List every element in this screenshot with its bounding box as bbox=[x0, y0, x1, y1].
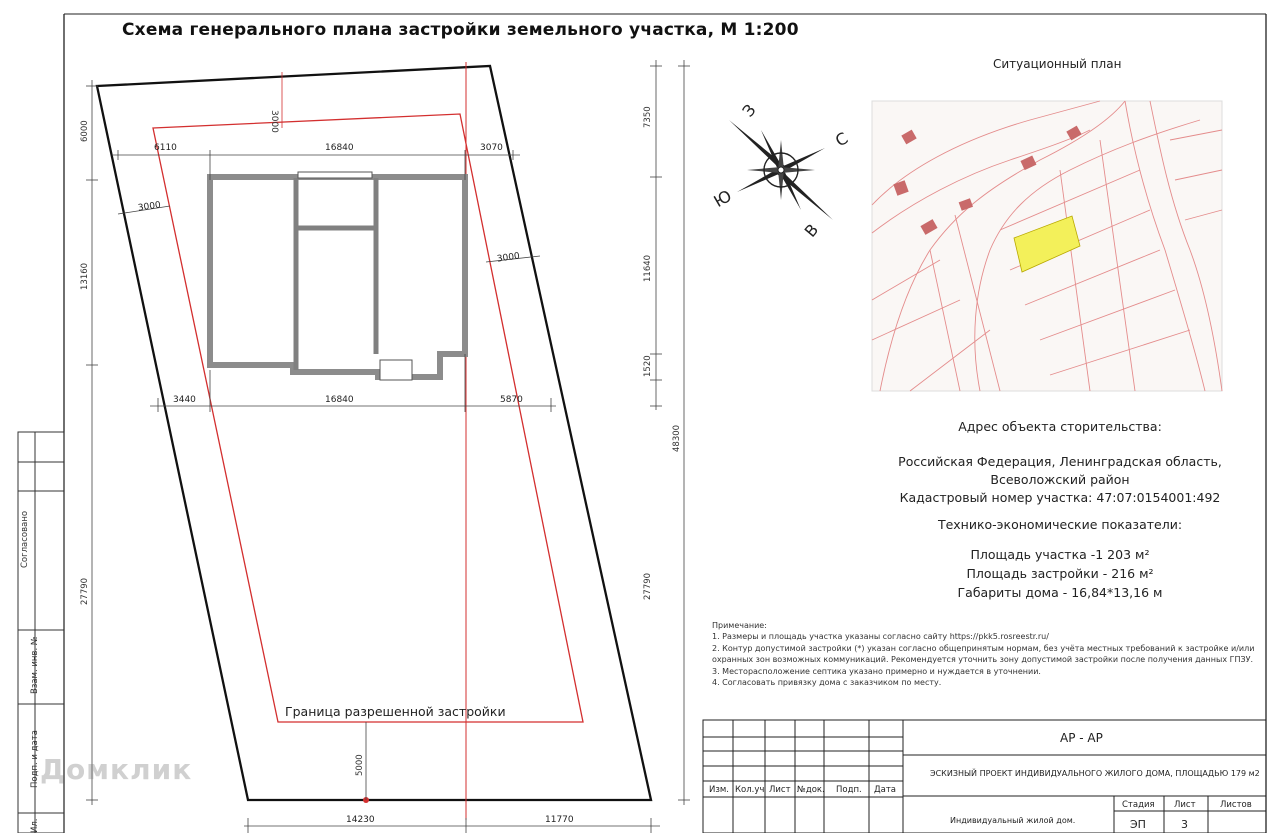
stamp-code: АР - АР bbox=[1060, 731, 1103, 745]
side-sign: Подп. и дата bbox=[30, 730, 40, 788]
stamp-col-list: Лист bbox=[769, 785, 791, 795]
permitted-boundary-label: Граница разрешенной застройки bbox=[285, 704, 506, 719]
note-line: охранных зон возможных коммуникаций. Рекомендуется уточнить зону допустимой застройки после получения данных ГПЗУ. bbox=[712, 655, 1254, 665]
dim-septic: 5000 bbox=[355, 754, 365, 776]
note-line: 4. Согласовать привязку дома с заказчиком по месту. bbox=[712, 678, 942, 688]
permitted-boundary bbox=[153, 114, 583, 722]
stamp-sheets-label: Листов bbox=[1220, 800, 1252, 810]
compass-north: С bbox=[831, 128, 852, 151]
drawing-title: Схема генерального плана застройки земельного участка, М 1:200 bbox=[122, 20, 799, 40]
tep-heading: Технико-экономические показатели: bbox=[937, 517, 1183, 532]
situation-plan-title: Ситуационный план bbox=[993, 57, 1122, 71]
side-agreed: Согласовано bbox=[20, 510, 30, 568]
compass-rose bbox=[729, 120, 833, 220]
compass-east: В bbox=[800, 220, 823, 241]
dim-offset-top: 3000 bbox=[269, 110, 279, 133]
stamp-sheet: 3 bbox=[1181, 818, 1188, 831]
stamp-col-izm: Изм. bbox=[709, 785, 729, 795]
notes bbox=[712, 620, 1254, 688]
dim-left-top: 6000 bbox=[80, 120, 90, 142]
dim-right-bottom: 27790 bbox=[643, 572, 653, 600]
dim-base-left: 14230 bbox=[346, 815, 375, 825]
house-dimensions: Габариты дома - 16,84*13,16 м bbox=[957, 585, 1163, 600]
situation-map bbox=[872, 101, 1222, 391]
dim-bottom-right: 5870 bbox=[500, 395, 523, 405]
compass-west: З bbox=[738, 100, 760, 121]
stamp-col-doc: №док. bbox=[797, 785, 825, 795]
dim-right-mid: 11640 bbox=[643, 254, 653, 282]
address-heading: Адрес объекта сторительства: bbox=[958, 419, 1162, 434]
stamp-stage: ЭП bbox=[1130, 818, 1146, 831]
side-inv2: Ил. bbox=[30, 818, 40, 833]
dim-top-left: 6110 bbox=[154, 143, 177, 153]
watermark: Домклик bbox=[40, 753, 193, 786]
address-line-2: Всеволожский район bbox=[990, 472, 1130, 487]
plot-area: Площадь участка -1 203 м² bbox=[970, 547, 1150, 562]
dim-right-small: 1520 bbox=[643, 355, 653, 377]
compass-south: Ю bbox=[710, 185, 735, 212]
cadastral-number: Кадастровый номер участка: 47:07:0154001:492 bbox=[899, 490, 1221, 505]
dim-top-mid: 16840 bbox=[325, 143, 354, 153]
stamp-project: ЭСКИЗНЫЙ ПРОЕКТ ИНДИВИДУАЛЬНОГО ЖИЛОГО ДОМА, ПЛОЩАДЬЮ 179 м2 bbox=[930, 769, 1260, 778]
dim-bottom-left: 3440 bbox=[173, 395, 196, 405]
dim-left-bottom: 27790 bbox=[80, 577, 90, 605]
dim-base-right: 11770 bbox=[545, 815, 574, 825]
stamp-object: Индивидуальный жилой дом. bbox=[950, 816, 1076, 825]
dim-offset-right: 3000 bbox=[496, 251, 521, 265]
stamp-sheet-label: Лист bbox=[1174, 800, 1196, 810]
note-line: 3. Месторасположение септика указано примерно и нуждается в уточнении. bbox=[712, 666, 1041, 676]
dim-right-total: 48300 bbox=[672, 424, 682, 452]
dim-top-right: 3070 bbox=[480, 143, 503, 153]
note-line: 2. Контур допустимой застройки (*) указан согласно общепринятым нормам, без учёта местных требований к застройке и/или bbox=[712, 643, 1255, 653]
note-line: 1. Размеры и площадь участка указаны согласно сайту https://pkk5.rosreestr.ru/ bbox=[712, 632, 1049, 642]
dim-left-mid: 13160 bbox=[80, 262, 90, 290]
side-inv: Взам. инв. № bbox=[30, 636, 40, 694]
stamp-col-sign: Подп. bbox=[836, 785, 862, 795]
dim-right-top: 7350 bbox=[643, 106, 653, 128]
stamp-col-kol: Кол.уч bbox=[735, 785, 765, 795]
note-line: Примечание: bbox=[712, 621, 767, 630]
dim-bottom-mid: 16840 bbox=[325, 395, 354, 405]
house-outline bbox=[210, 172, 465, 380]
dim-offset-left: 3000 bbox=[137, 200, 162, 214]
stamp-stage-label: Стадия bbox=[1122, 800, 1155, 810]
build-area: Площадь застройки - 216 м² bbox=[966, 566, 1154, 581]
stamp-col-date: Дата bbox=[874, 785, 897, 795]
address-line-1: Российская Федерация, Ленинградская область, bbox=[898, 454, 1222, 469]
